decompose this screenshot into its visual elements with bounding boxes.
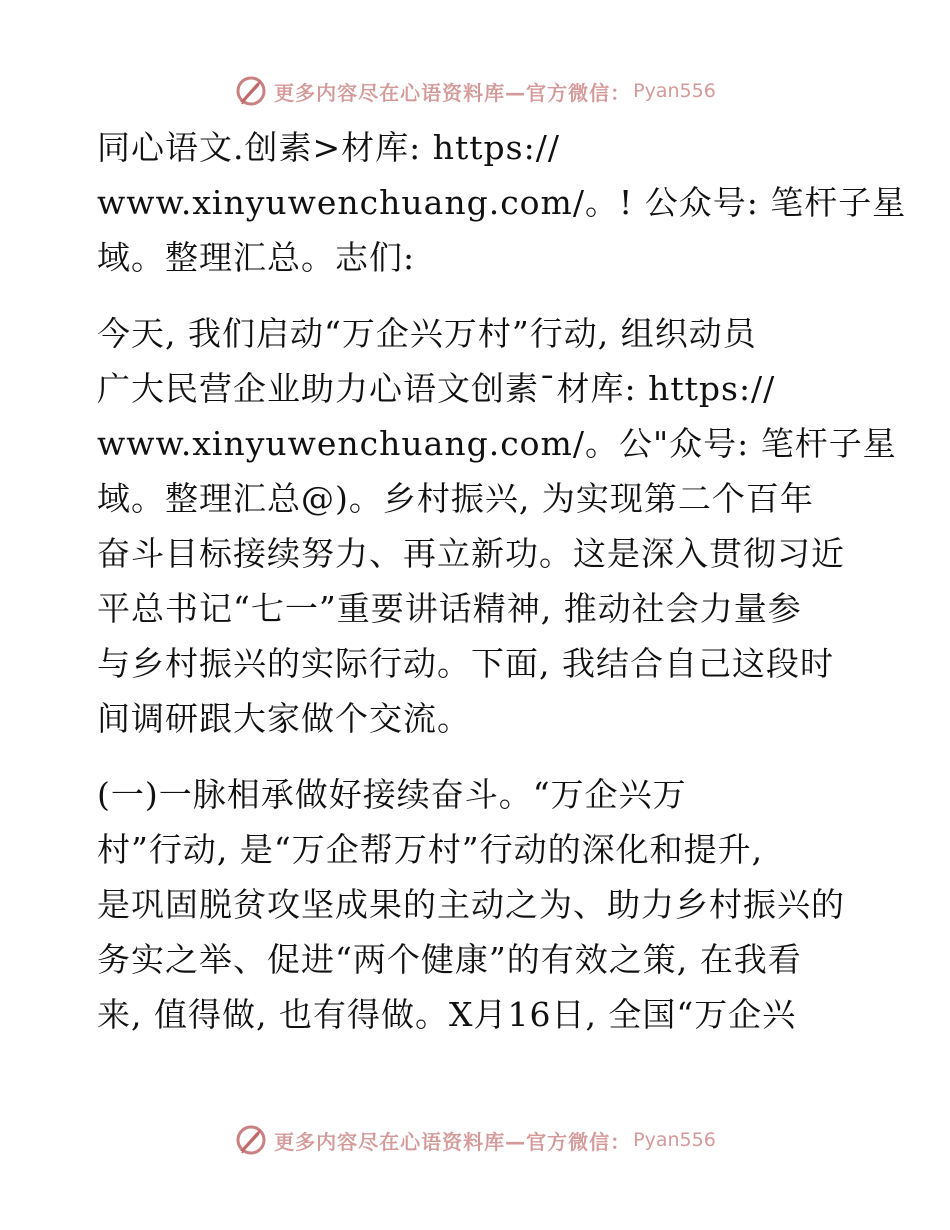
paragraph — [97, 306, 897, 746]
text-line: 域。整理汇总。志们: — [97, 238, 416, 277]
quill-pen-logo-icon — [234, 74, 268, 108]
header-banner — [0, 71, 950, 111]
banner-text: 更多内容尽在心语资料库—官方微信： — [274, 1129, 632, 1154]
text-line: 是巩固脱贫攻坚成果的主动之为、助力乡村振兴的 — [97, 885, 845, 924]
text-line: www.xinyuwenchuang.com/。公"众号: 笔杆子星 — [97, 424, 897, 463]
text-line: 域。整理汇总@)。乡村振兴, 为实现第二个百年 — [97, 479, 814, 518]
text-line: 奋斗目标接续努力、再立新功。这是深入贯彻习近 — [97, 534, 845, 573]
text-line: 务实之举、促进“两个健康”的有效之策, 在我看 — [97, 940, 802, 979]
paragraph — [97, 767, 857, 1042]
text-line: 平总书记“七一”重要讲话精神, 推动社会力量参 — [97, 589, 802, 628]
paragraph — [97, 120, 907, 285]
text-line: (一)一脉相承做好接续奋斗。“万企兴万 — [97, 775, 687, 814]
text-line: 与乡村振兴的实际行动。下面, 我结合自己这段时 — [97, 644, 834, 683]
text-line: 来, 值得做, 也有得做。X月16日, 全国“万企兴 — [97, 995, 797, 1034]
banner-handle: Pyan556 — [633, 80, 716, 102]
text-line: 今天, 我们启动“万企兴万村”行动, 组织动员 — [97, 314, 757, 353]
text-line: 间调研跟大家做个交流。 — [97, 699, 471, 738]
text-line: 村”行动, 是“万企帮万村”行动的深化和提升, — [97, 830, 764, 869]
footer-banner — [0, 1120, 950, 1160]
text-line: 广大民营企业助力心语文创素¯材库: https:// — [97, 369, 776, 408]
banner-handle: Pyan556 — [633, 1129, 716, 1151]
quill-pen-logo-icon — [234, 1123, 268, 1157]
text-line: www.xinyuwenchuang.com/。! 公众号: 笔杆子星 — [97, 183, 907, 222]
banner-text: 更多内容尽在心语资料库—官方微信： — [274, 80, 632, 105]
document-body — [97, 120, 907, 1042]
text-line: 同心语文.创素>材库: https:// — [97, 128, 560, 167]
